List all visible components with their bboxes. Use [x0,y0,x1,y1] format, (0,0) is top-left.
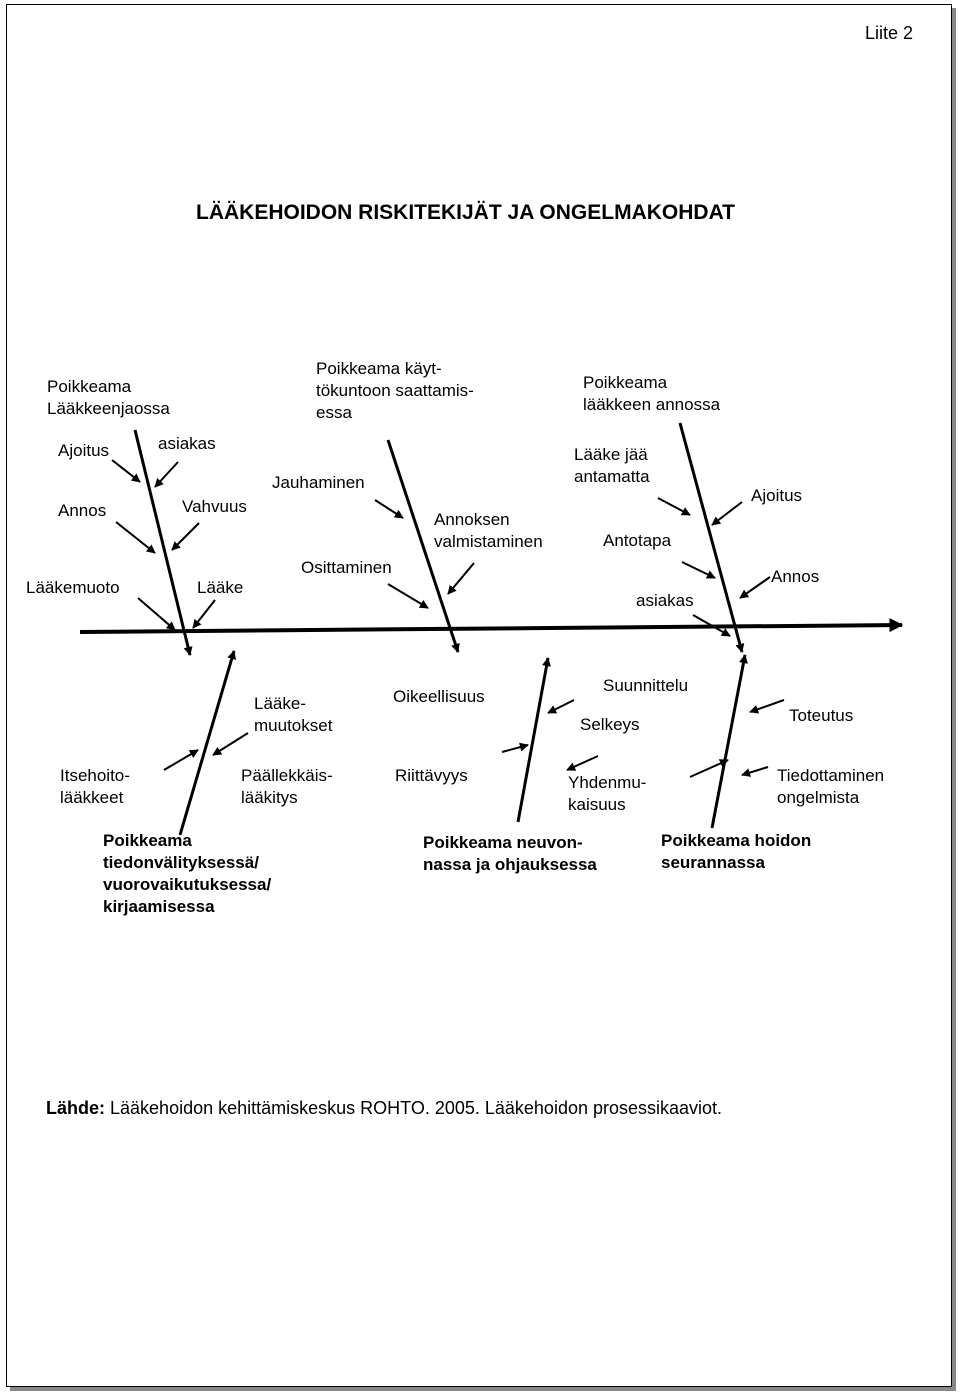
cause-label: Riittävyys [395,766,468,785]
cause-arrow [448,563,474,594]
cause-label: Itsehoito- lääkkeet [60,766,130,807]
category-label: Poikkeama Lääkkeenjaossa [47,377,170,418]
cause-label: Jauhaminen [272,473,365,492]
cause-arrow [658,498,690,515]
cause-arrow [155,462,178,487]
cause-label: Toteutus [789,706,854,725]
cause-label: Lääke [197,578,244,597]
bone-bottom-1 [180,651,234,835]
cause-label: Antotapa [603,531,672,550]
bone-top-3 [680,423,742,652]
cause-arrow [750,700,784,712]
cause-arrow [164,750,198,770]
cause-arrow [375,500,403,518]
category-label: Poikkeama tiedonvälityksessä/ vuorovaikutuksessa/ kirjaamisessa [103,831,272,916]
cause-label: Annoksen valmistaminen [434,510,543,551]
cause-label: Oikeellisuus [393,687,485,706]
cause-label: Yhdenmu- kaisuus [568,773,647,814]
cause-arrow [388,584,428,608]
cause-label: Ajoitus [58,441,110,460]
cause-arrow [742,767,768,775]
page-label: Liite 2 [865,23,914,43]
cause-label: Tiedottaminen ongelmista [777,766,885,807]
source-citation [46,1097,722,1119]
cause-arrow [116,522,155,553]
category-label: Poikkeama käyt- tökuntoon saattamis- essa [316,359,474,422]
source-text: Lääkehoidon kehittämiskeskus ROHTO. 2005. Lääkehoidon prosessikaaviot. [105,1098,723,1118]
page-title: LÄÄKEHOIDON RISKITEKIJÄT JA ONGELMAKOHDAT [196,201,736,224]
cause-label: Suunnittelu [603,676,689,695]
cause-arrow [567,756,598,770]
cause-label: Lääkemuoto [26,578,120,597]
cause-label: Selkeys [580,715,640,734]
cause-label: Ajoitus [751,486,803,505]
cause-label: asiakas [158,434,216,453]
cause-arrow [172,523,199,550]
cause-label: Annos [58,501,107,520]
cause-label: Päällekkäis- lääkitys [241,766,333,807]
cause-label: Lääke jää antamatta [574,445,650,486]
source-prefix: Lähde: [46,1098,106,1118]
cause-label: asiakas [636,591,694,610]
spine-arrow [80,625,902,632]
category-label: Poikkeama lääkkeen annossa [583,373,721,414]
cause-arrow [502,745,528,752]
cause-label: Vahvuus [182,497,247,516]
bone-bottom-2 [518,658,548,822]
bone-bottom-3 [712,655,745,828]
cause-arrow [193,600,215,628]
category-label: Poikkeama hoidon seurannassa [661,831,812,872]
cause-arrow [213,733,248,755]
cause-label: Osittaminen [301,558,392,577]
cause-arrow [548,700,574,713]
cause-label: Lääke- muutokset [254,694,333,735]
cause-label: Annos [771,567,820,586]
cause-arrow [138,598,175,630]
cause-arrow [712,502,742,525]
category-label: Poikkeama neuvon- nassa ja ohjauksessa [423,833,597,874]
cause-arrow [682,562,715,578]
cause-arrow [112,460,140,482]
cause-arrow [740,577,770,598]
